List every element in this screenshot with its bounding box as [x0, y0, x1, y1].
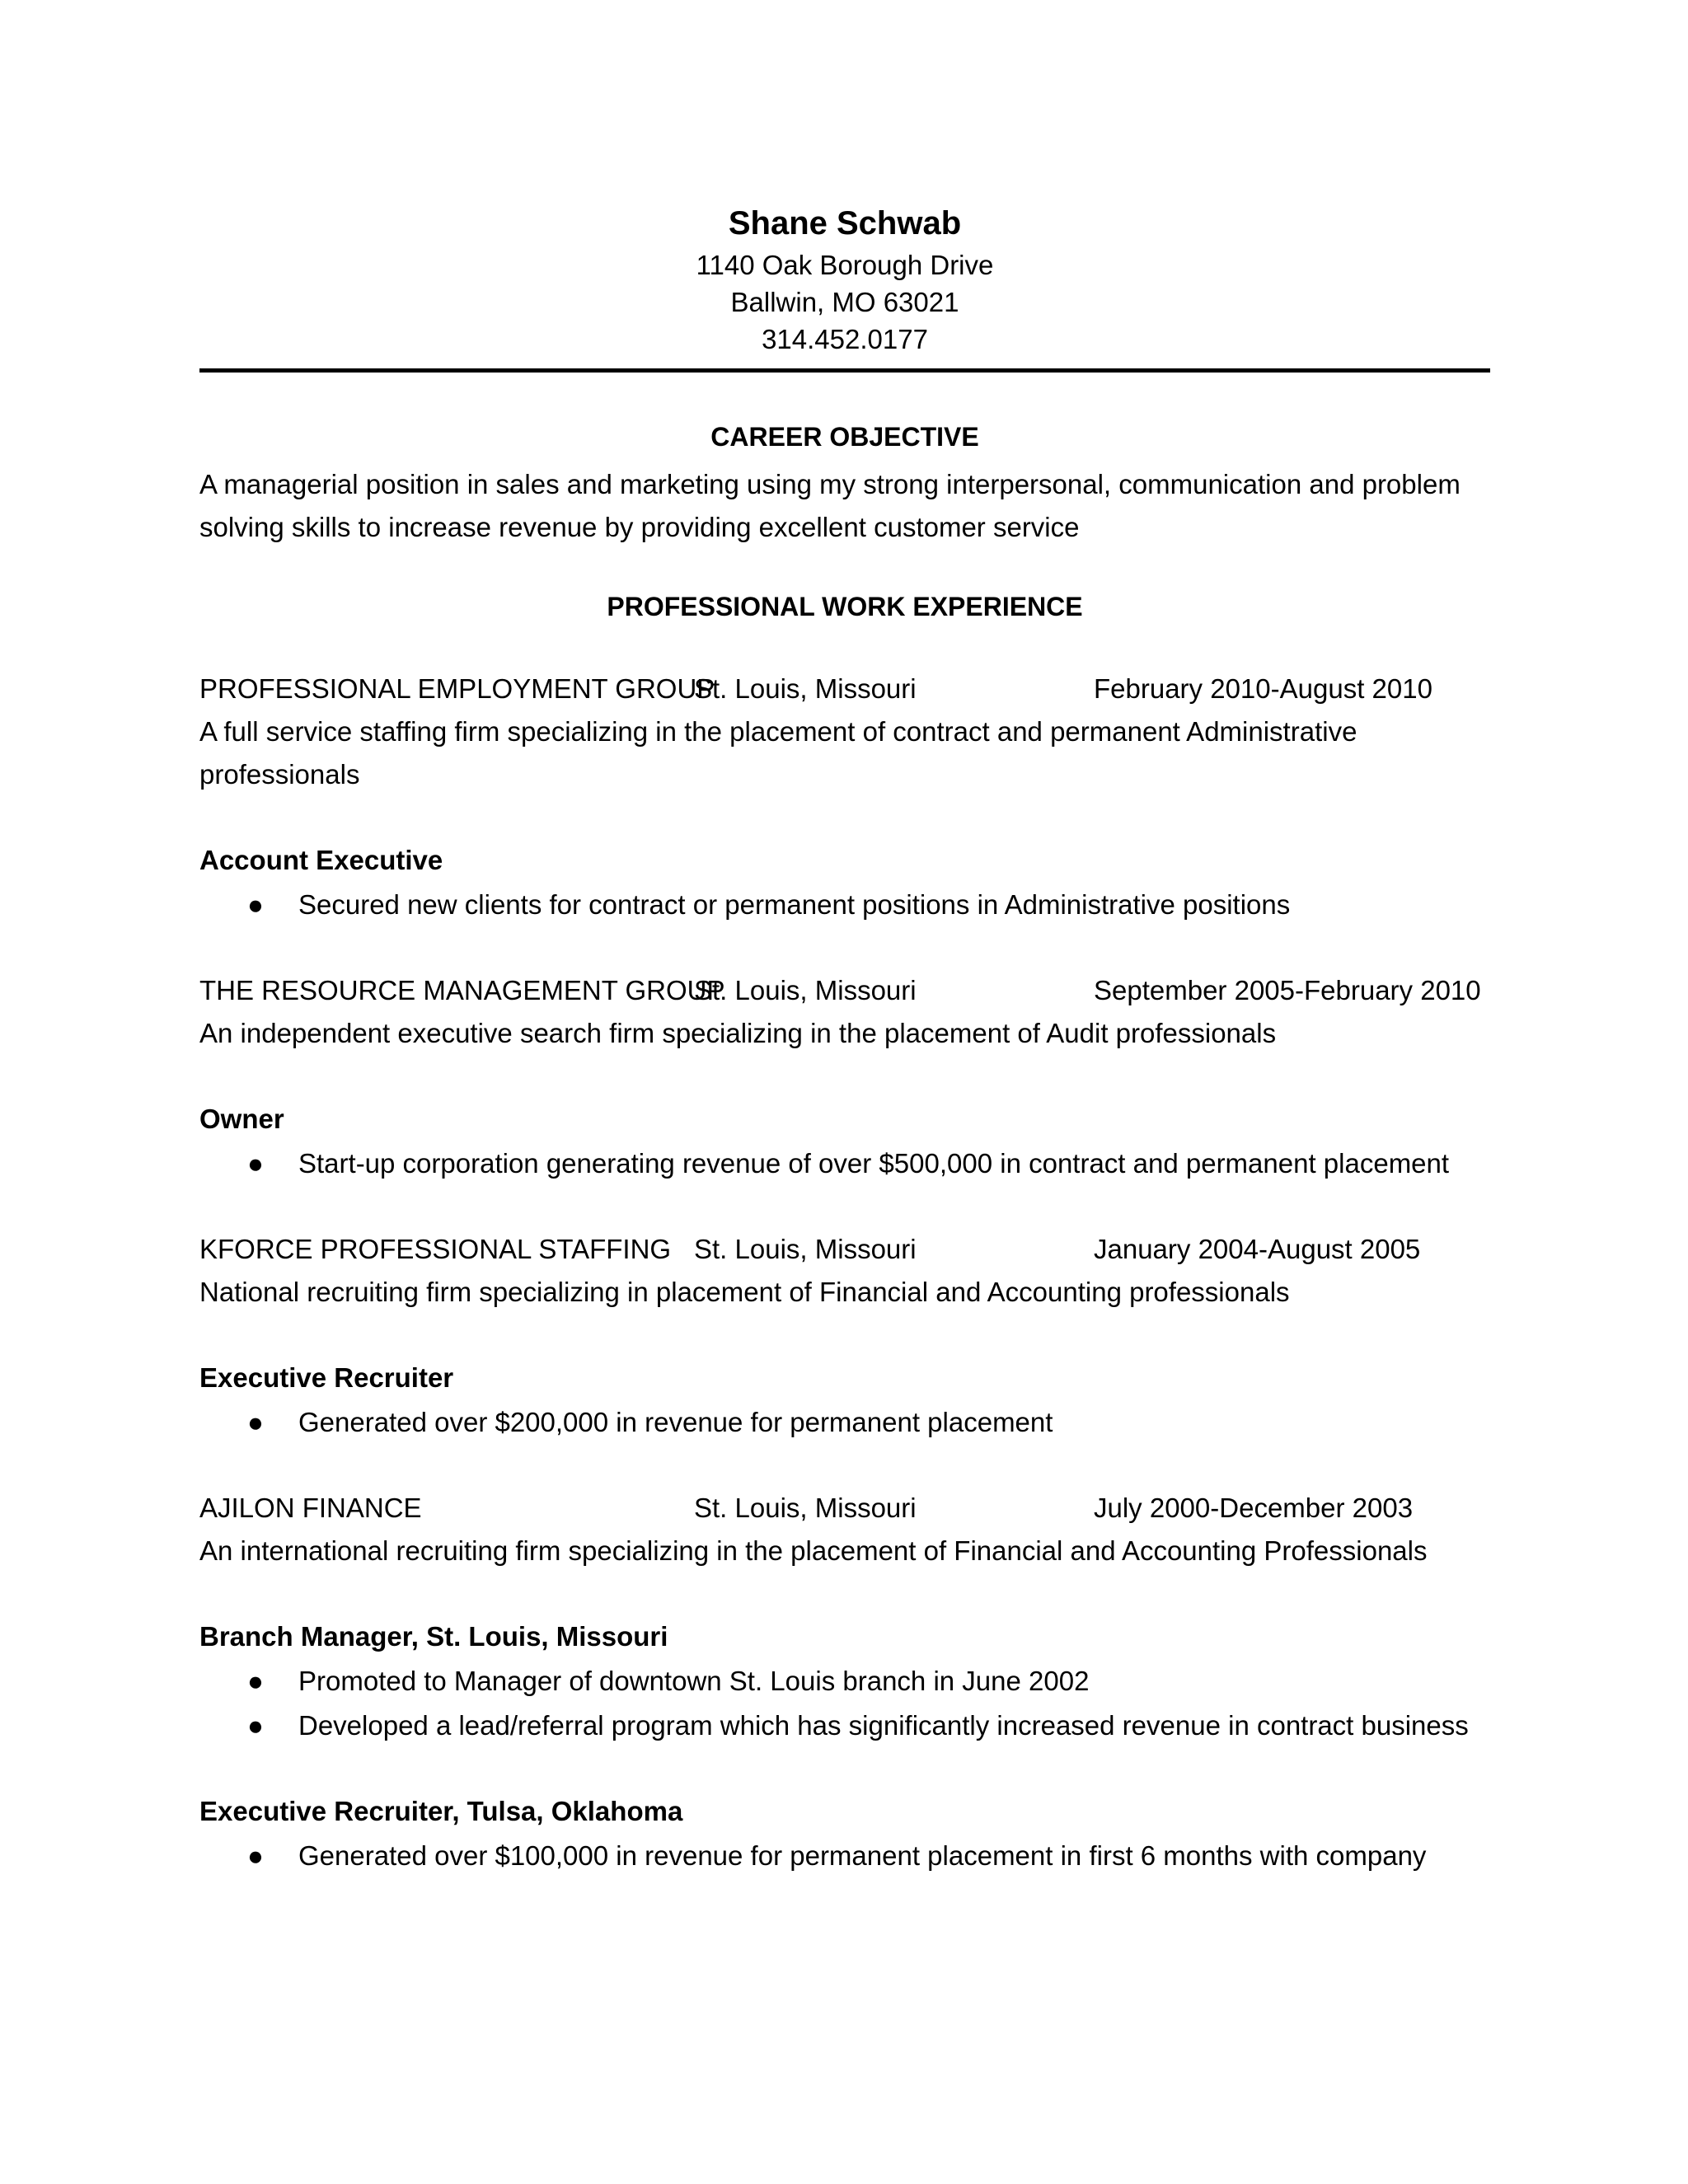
role-bullet-list	[199, 1401, 1490, 1444]
bullet-icon: ●	[247, 1407, 264, 1437]
job-location: St. Louis, Missouri	[694, 673, 917, 704]
section-title-career-objective: CAREER OBJECTIVE	[710, 422, 979, 452]
role-title: Executive Recruiter	[199, 1362, 454, 1393]
job-description: An international recruiting firm specializing in the placement of Financial and Accounting Professionals	[199, 1535, 1428, 1566]
job-company: AJILON FINANCE	[199, 1493, 422, 1523]
list-item	[199, 1704, 1493, 1747]
bullet-text: Developed a lead/referral program which has significantly increased revenue in contract business	[298, 1710, 1469, 1741]
bullet-text: Generated over $100,000 in revenue for permanent placement in first 6 months with company	[298, 1840, 1427, 1871]
section-title-experience: PROFESSIONAL WORK EXPERIENCE	[607, 592, 1083, 621]
job-description: A full service staffing firm specializing in the placement of contract and permanent Administrative professionals	[199, 716, 1357, 790]
header-divider	[199, 368, 1490, 373]
bullet-icon: ●	[247, 1666, 264, 1696]
job-location: St. Louis, Missouri	[694, 1493, 917, 1523]
job-company: KFORCE PROFESSIONAL STAFFING	[199, 1234, 672, 1264]
phone-number: 314.452.0177	[762, 324, 928, 354]
bullet-icon: ●	[247, 1840, 264, 1871]
candidate-name: Shane Schwab	[728, 205, 962, 241]
role-title: Executive Recruiter, Tulsa, Oklahoma	[199, 1796, 683, 1826]
job-location: St. Louis, Missouri	[694, 1234, 917, 1264]
bullet-icon: ●	[247, 1710, 264, 1741]
resume-page	[199, 0, 1490, 1877]
role-bullet-list	[199, 1835, 1490, 1877]
list-item	[199, 1142, 1493, 1185]
job-description: National recruiting firm specializing in placement of Financial and Accounting professionals	[199, 1277, 1290, 1307]
bullet-text: Promoted to Manager of downtown St. Louis branch in June 2002	[298, 1666, 1090, 1696]
role-title: Branch Manager, St. Louis, Missouri	[199, 1621, 668, 1652]
list-item	[199, 883, 1493, 926]
role-title: Account Executive	[199, 845, 443, 875]
role-bullet-list	[199, 883, 1490, 926]
bullet-text: Generated over $200,000 in revenue for permanent placement	[298, 1407, 1053, 1437]
job-header-row	[199, 969, 1490, 1012]
role-bullet-list	[199, 1142, 1490, 1185]
list-item	[199, 1835, 1493, 1877]
job-header-row	[199, 668, 1490, 710]
address-line-1: 1140 Oak Borough Drive	[696, 250, 994, 280]
job-company: PROFESSIONAL EMPLOYMENT GROUP	[199, 673, 715, 704]
career-objective-text: A managerial position in sales and marketing using my strong interpersonal, communication and problem solving skills to increase revenue by providing excellent customer service	[199, 469, 1461, 542]
address-line-2: Ballwin, MO 63021	[730, 287, 959, 317]
job-dates: July 2000-December 2003	[1094, 1493, 1414, 1523]
job-dates: September 2005-February 2010	[1094, 975, 1481, 1005]
bullet-icon: ●	[247, 889, 264, 920]
list-item	[199, 1660, 1493, 1703]
role-bullet-list	[199, 1660, 1490, 1747]
list-item	[199, 1401, 1493, 1444]
bullet-text: Secured new clients for contract or permanent positions in Administrative positions	[298, 889, 1291, 920]
bullet-text: Start-up corporation generating revenue of over $500,000 in contract and permanent placement	[298, 1148, 1450, 1179]
resume-header	[199, 0, 1490, 358]
job-location: St. Louis, Missouri	[694, 975, 917, 1005]
job-company: THE RESOURCE MANAGEMENT GROUP	[199, 975, 725, 1005]
bullet-icon: ●	[247, 1148, 264, 1179]
role-title: Owner	[199, 1104, 284, 1134]
job-description: An independent executive search firm specializing in the placement of Audit professionals	[199, 1018, 1277, 1048]
job-dates: January 2004-August 2005	[1094, 1234, 1421, 1264]
job-header-row	[199, 1487, 1490, 1530]
job-dates: February 2010-August 2010	[1094, 673, 1432, 704]
job-header-row	[199, 1228, 1490, 1271]
